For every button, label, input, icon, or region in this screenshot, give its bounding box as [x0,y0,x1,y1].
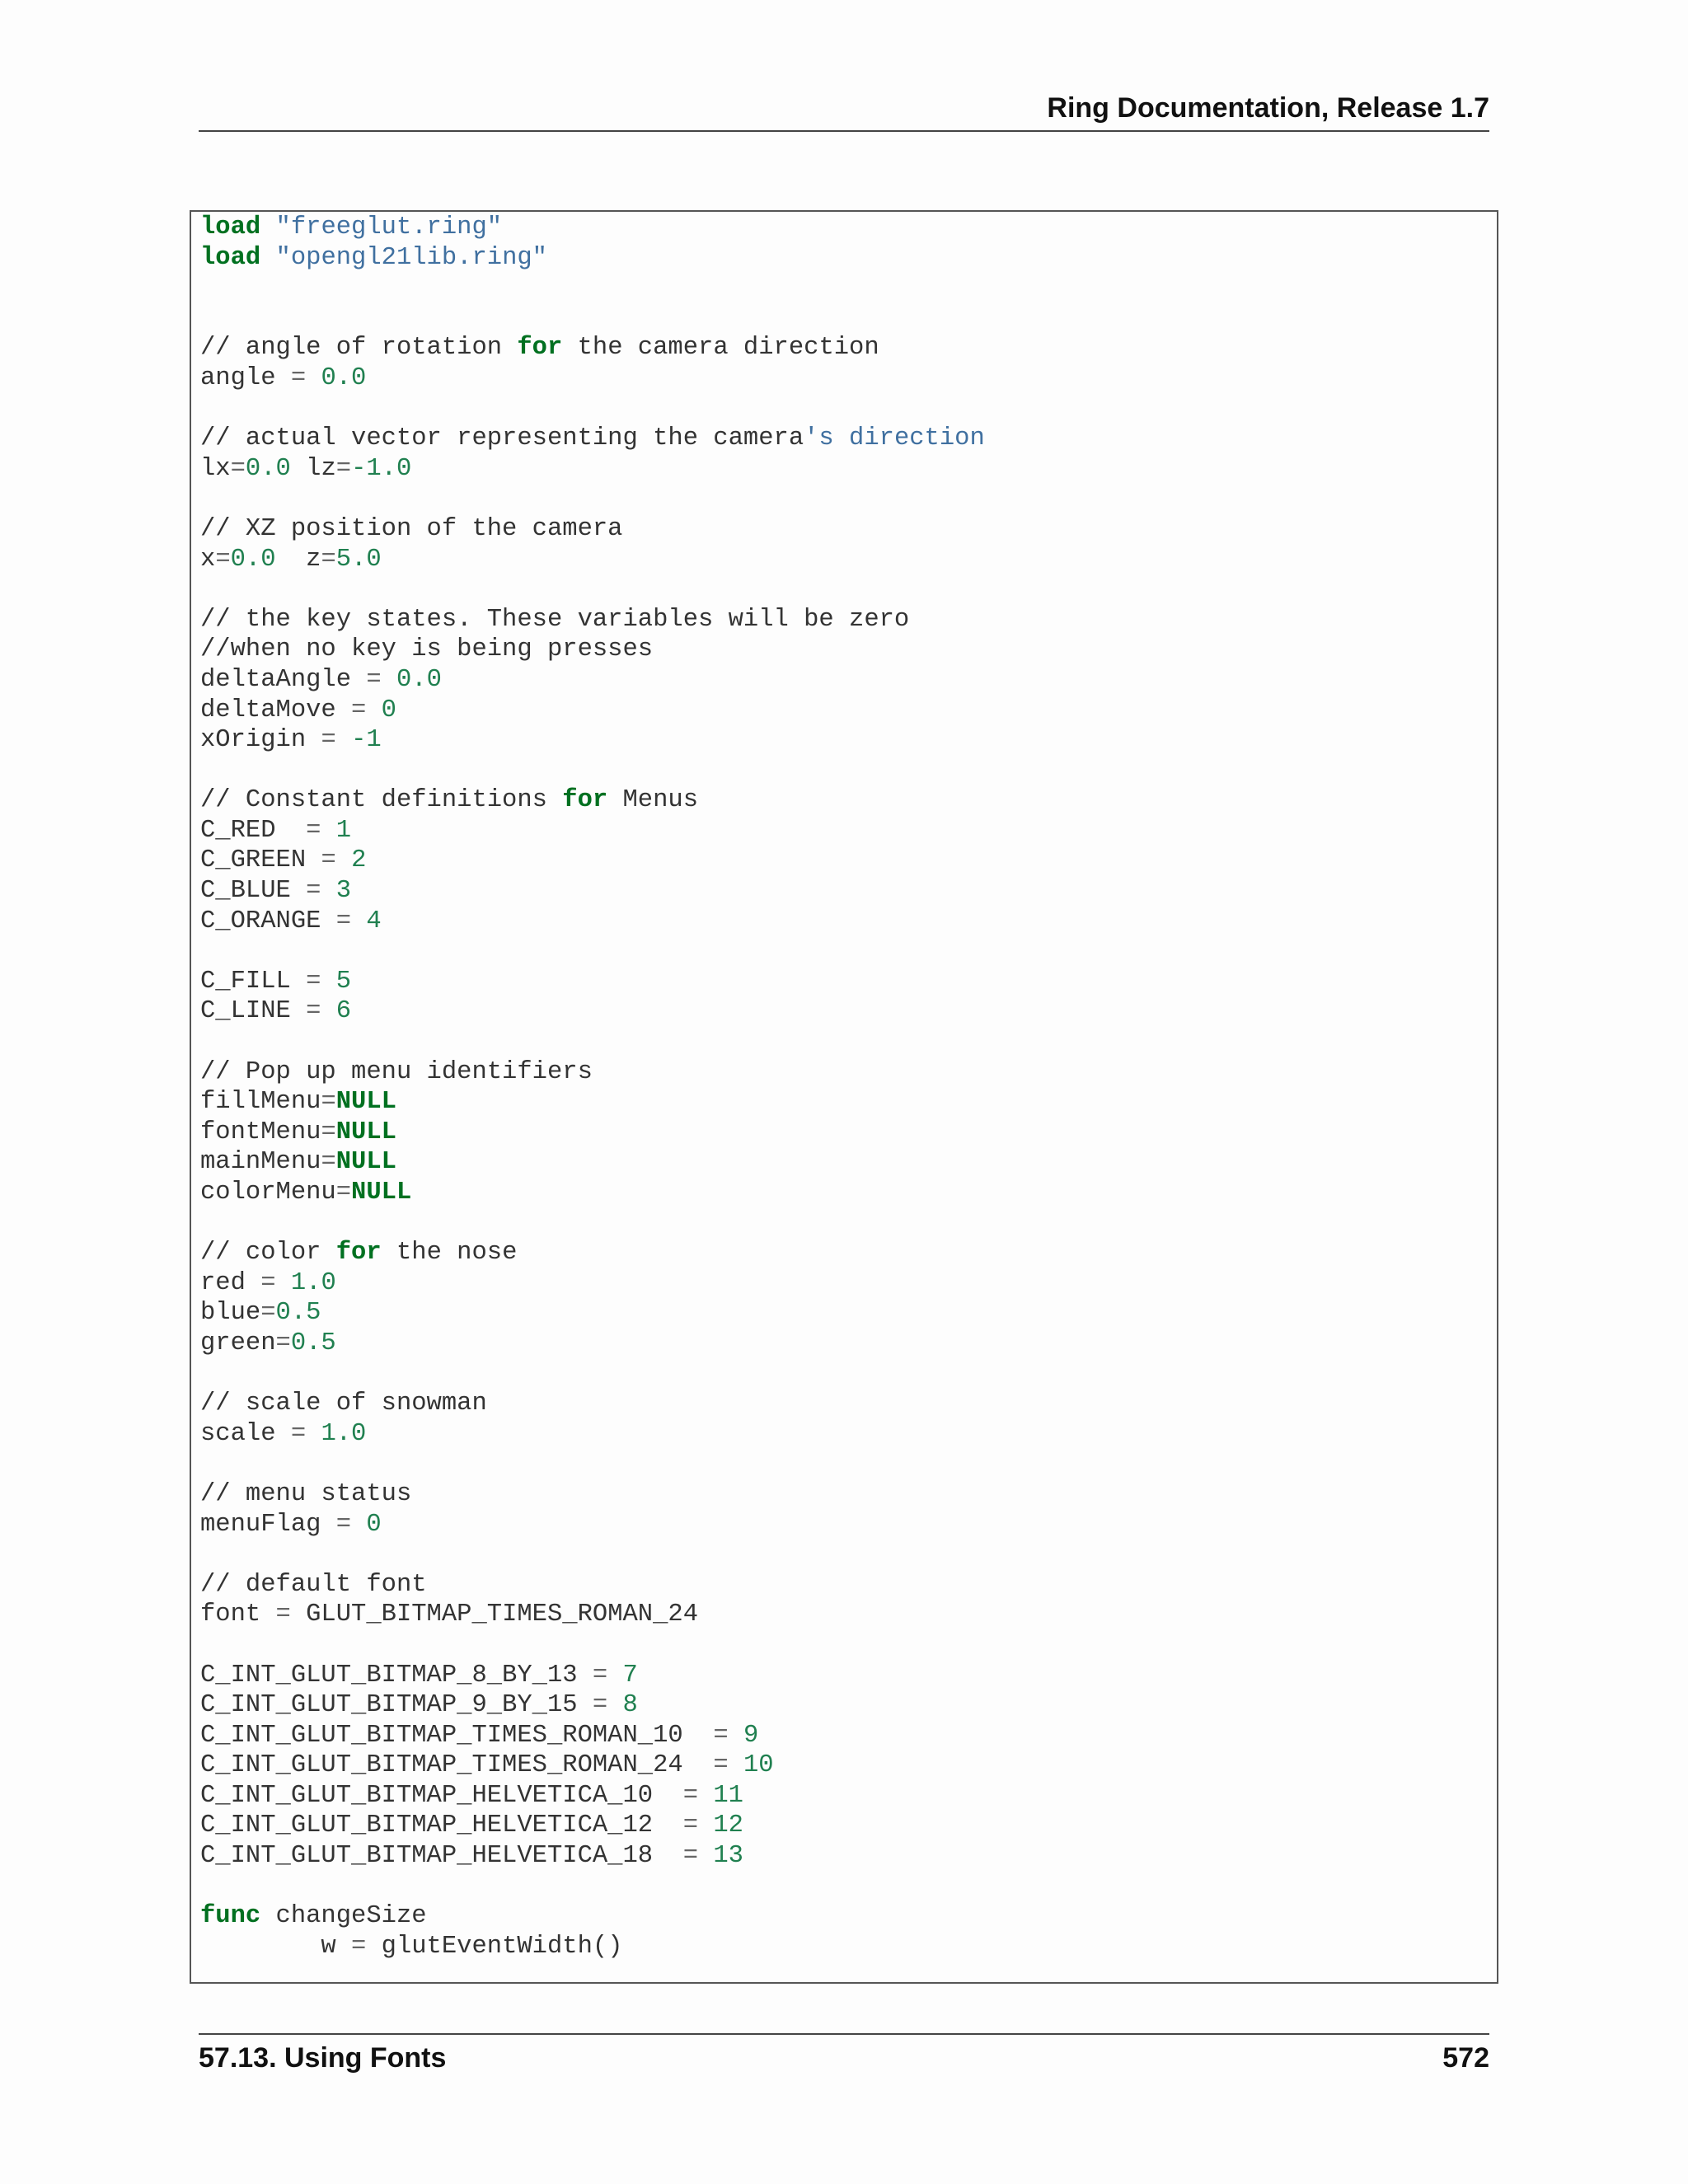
code-line [200,1419,1497,1450]
code-token: for [517,334,563,363]
code-token: C_INT_GLUT_BITMAP_8_BY_13 [200,1661,593,1690]
code-token [260,213,275,241]
code-token: // Pop up menu identifiers [200,1057,593,1086]
code-line [200,1781,1497,1811]
code-line [200,1661,1497,1691]
code-line [200,303,1497,334]
code-line [200,665,1497,696]
code-token: = [260,1299,276,1328]
code-line [200,1750,1497,1781]
code-line [200,1268,1497,1299]
code-line [200,635,1497,665]
code-token: // Constant definitions [200,786,563,815]
code-line [200,1690,1497,1721]
code-token: = [682,1781,699,1810]
code-token: = [306,997,321,1026]
code-line [200,333,1497,363]
code-line [200,484,1497,514]
code-token: = [351,696,367,724]
code-token: // scale of snowman [200,1390,487,1418]
code-token: = [335,907,352,935]
code-token: = [366,665,382,694]
code-line [200,213,1497,243]
code-token [260,244,275,272]
code-token: NULL [335,1148,396,1177]
code-token: C_INT_GLUT_BITMAP_TIMES_ROMAN_24 [200,1751,714,1780]
code-token [336,846,351,874]
code-token: 1.0 [290,1268,336,1297]
code-token: -1 [351,726,382,755]
code-token [607,1661,622,1690]
code-line [200,1147,1497,1178]
code-line [200,454,1497,485]
code-token: = [321,726,336,755]
code-line [200,996,1497,1027]
code-token: func [200,1902,261,1931]
code-token: = [260,1268,276,1297]
code-token [321,997,335,1025]
code-token: 0.5 [290,1329,336,1357]
code-token: C_FILL [200,967,307,996]
code-token: = [713,1751,729,1780]
code-listing [200,212,1497,1961]
code-token [306,364,321,392]
code-line [200,1329,1497,1359]
footer-divider [199,2033,1489,2035]
code-token [321,877,335,905]
code-token: 6 [335,997,352,1026]
code-token: // the key states. These variables will be zero [200,605,910,634]
code-token: 7 [622,1661,638,1690]
code-line [200,1540,1497,1570]
code-token: = [321,545,336,574]
code-token: = [275,1329,291,1357]
code-token: changeSize [260,1902,427,1931]
code-token: = [592,1691,608,1720]
code-token: load [200,243,261,272]
code-token: blue [200,1299,261,1328]
code-token: C_INT_GLUT_BITMAP_HELVETICA_18 [200,1842,683,1871]
code-token: = [682,1842,699,1871]
code-token: 0 [366,1510,382,1539]
code-token: NULL [335,1088,396,1117]
code-token: 11 [713,1781,743,1810]
code-token: C_RED [200,816,307,845]
code-token [276,1269,291,1297]
code-line [200,1721,1497,1751]
code-token: = [321,1088,336,1117]
code-line [200,1087,1497,1118]
code-token: 4 [366,907,382,935]
code-token: C_ORANGE [200,907,336,935]
code-line [200,1359,1497,1390]
code-token: C_INT_GLUT_BITMAP_HELVETICA_12 [200,1811,683,1840]
code-token: mainMenu [200,1148,321,1177]
code-token: w [200,1932,352,1961]
code-line [200,545,1497,575]
code-token [698,1842,713,1870]
code-line [200,756,1497,786]
code-token: the camera direction [562,334,879,363]
code-line [200,696,1497,726]
code-token: C_INT_GLUT_BITMAP_TIMES_ROMAN_10 [200,1721,714,1750]
code-line [200,1841,1497,1872]
code-line [200,816,1497,846]
code-token: "freeglut.ring" [275,213,503,241]
code-token: 0 [381,696,396,724]
code-token: // color [200,1239,336,1268]
code-token [321,817,335,845]
code-token: // menu status [200,1479,412,1508]
code-line [200,1811,1497,1841]
code-token: 8 [622,1691,638,1720]
code-token [382,666,396,694]
code-token: // default font [200,1570,427,1599]
code-token: C_INT_GLUT_BITMAP_HELVETICA_10 [200,1781,683,1810]
code-token: 1 [335,816,352,845]
code-token: = [592,1661,608,1690]
code-token: angle [200,363,291,392]
code-line [200,907,1497,937]
code-token: load [200,213,261,241]
code-token: = [306,967,321,996]
code-line [200,363,1497,394]
code-line [200,1027,1497,1057]
code-token: = [306,877,321,906]
code-token: menuFlag [200,1510,336,1539]
code-token [351,1511,366,1539]
code-line [200,1901,1497,1932]
code-token [336,726,351,754]
code-token: 12 [713,1811,743,1840]
code-token: red [200,1268,261,1297]
code-token: = [321,1118,336,1146]
code-line [200,846,1497,876]
code-token: 5 [335,967,352,996]
code-token: green [200,1329,276,1357]
code-token: 2 [351,846,367,875]
code-token: = [335,1510,352,1539]
code-token: deltaMove [200,696,352,724]
code-token: x [200,545,216,574]
code-token: = [335,1179,352,1207]
code-line [200,273,1497,303]
code-line [200,1238,1497,1268]
footer-section-title: 57.13. Using Fonts [199,2042,447,2074]
code-line [200,1449,1497,1479]
code-line [200,1600,1497,1630]
code-line [200,876,1497,907]
code-token [321,968,335,996]
code-token: = [682,1811,699,1840]
code-token: -1.0 [351,454,412,483]
code-token [698,1811,713,1840]
code-token: xOrigin [200,726,321,755]
code-token: for [335,1239,382,1268]
code-token: 1.0 [321,1419,367,1448]
code-token [351,907,366,935]
page-header-title: Ring Documentation, Release 1.7 [1047,92,1489,124]
code-token: = [290,363,307,392]
code-token: = [230,454,246,483]
code-token [607,1691,622,1719]
code-token: //when no key is being presses [200,635,654,664]
code-line [200,1118,1497,1148]
code-token [729,1751,743,1779]
code-token: = [335,454,352,483]
code-block [190,210,1498,1984]
code-line [200,725,1497,756]
code-token: // actual vector representing the camera [200,424,804,453]
code-token: C_BLUE [200,877,307,906]
code-token: glutEventWidth() [366,1932,623,1961]
code-token: colorMenu [200,1179,336,1207]
code-token: 0.5 [275,1299,321,1328]
code-line [200,785,1497,816]
code-token: 0.0 [321,363,367,392]
code-token: = [275,1601,291,1629]
code-token: 0.0 [230,545,276,574]
code-line [200,394,1497,424]
code-token: fillMenu [200,1088,321,1117]
code-token: 9 [743,1721,759,1750]
code-token: Menus [607,786,699,815]
code-token: C_LINE [200,997,307,1026]
code-token: = [215,545,231,574]
code-token: NULL [335,1118,396,1146]
code-line [200,605,1497,635]
code-token: = [306,816,321,845]
code-token: // XZ position of the camera [200,514,623,543]
code-token: for [562,786,608,815]
code-line [200,1057,1497,1088]
code-token: lx [200,454,231,483]
code-line [200,1208,1497,1239]
code-line [200,1510,1497,1540]
code-token: = [351,1932,367,1961]
code-token: NULL [351,1179,412,1207]
code-token: = [321,1148,336,1177]
code-line [200,1298,1497,1329]
code-token: 's direction [804,424,985,453]
code-line [200,936,1497,967]
code-line [200,1570,1497,1601]
code-token [366,696,381,724]
code-token: font [200,1601,276,1629]
code-line [200,967,1497,997]
header-divider [199,130,1489,132]
code-token: 0.0 [396,665,442,694]
code-line [200,243,1497,274]
code-token: fontMenu [200,1118,321,1146]
code-token: the nose [381,1239,518,1268]
code-line [200,1872,1497,1902]
code-token: = [321,846,336,875]
code-token: 5.0 [335,545,382,574]
code-token: lz [290,454,336,483]
code-token [729,1722,743,1750]
code-line [200,1178,1497,1208]
code-token: 10 [743,1751,774,1780]
code-line [200,1479,1497,1510]
code-token: C_INT_GLUT_BITMAP_9_BY_15 [200,1691,593,1720]
code-token: deltaAngle [200,665,367,694]
code-token: "opengl21lib.ring" [275,243,547,272]
code-line [200,1630,1497,1661]
code-token: = [290,1419,307,1448]
footer-page-number: 572 [1442,2042,1489,2074]
code-token: = [713,1721,729,1750]
code-token: C_GREEN [200,846,321,875]
code-line [200,514,1497,545]
code-line [200,1932,1497,1962]
code-token [306,1420,321,1448]
code-line [200,1389,1497,1419]
code-token: GLUT_BITMAP_TIMES_ROMAN_24 [290,1601,699,1629]
code-token: scale [200,1419,291,1448]
code-token: 13 [713,1842,743,1871]
code-line [200,424,1497,454]
code-token: 0.0 [245,454,291,483]
code-line [200,574,1497,605]
code-token: z [275,545,321,574]
code-token [698,1782,713,1810]
code-token: 3 [335,877,352,906]
code-token: // angle of rotation [200,334,518,363]
